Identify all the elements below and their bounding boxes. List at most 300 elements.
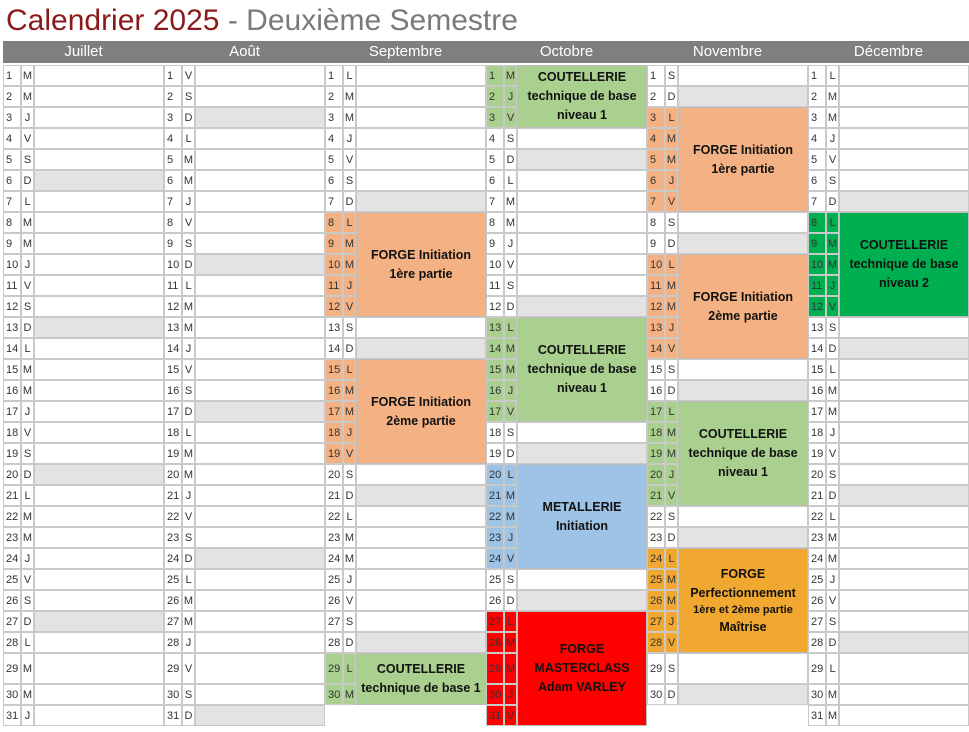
day-number: 13	[486, 317, 504, 338]
day-cell[interactable]	[34, 705, 164, 726]
day-cell[interactable]	[195, 548, 325, 569]
day-number: 14	[164, 338, 182, 359]
month-header-bar	[3, 41, 969, 63]
day-cell[interactable]	[839, 422, 969, 443]
day-letter: L	[182, 422, 195, 443]
day-cell[interactable]	[517, 191, 647, 212]
day-number: 17	[164, 401, 182, 422]
event-block[interactable]	[678, 401, 808, 506]
day-number: 20	[3, 464, 21, 485]
day-number: 4	[325, 128, 343, 149]
day-cell[interactable]	[517, 275, 647, 296]
day-cell[interactable]	[356, 485, 486, 506]
day-cell[interactable]	[839, 401, 969, 422]
day-cell[interactable]	[34, 296, 164, 317]
day-letter: V	[665, 485, 678, 506]
calendar-grid	[3, 65, 969, 728]
day-letter: L	[826, 65, 839, 86]
month-header-novembre: Novembre	[692, 43, 763, 60]
day-letter: V	[343, 590, 356, 611]
day-letter: L	[504, 464, 517, 485]
day-cell[interactable]	[517, 254, 647, 275]
day-cell[interactable]	[839, 338, 969, 359]
day-cell[interactable]	[34, 590, 164, 611]
day-cell[interactable]	[34, 485, 164, 506]
day-number: 21	[647, 485, 665, 506]
event-block[interactable]	[517, 464, 647, 569]
event-block[interactable]	[678, 548, 808, 653]
day-letter: L	[826, 506, 839, 527]
day-cell[interactable]	[356, 464, 486, 485]
day-cell[interactable]	[195, 653, 325, 684]
day-cell[interactable]	[517, 212, 647, 233]
day-letter: J	[182, 485, 195, 506]
day-letter: J	[504, 233, 517, 254]
day-number: 8	[164, 212, 182, 233]
day-cell[interactable]	[839, 170, 969, 191]
day-letter: M	[665, 443, 678, 464]
day-cell[interactable]	[34, 527, 164, 548]
day-cell[interactable]	[195, 527, 325, 548]
day-cell[interactable]	[839, 527, 969, 548]
day-letter: M	[665, 296, 678, 317]
day-number: 27	[647, 611, 665, 632]
day-number: 13	[164, 317, 182, 338]
day-cell[interactable]	[195, 611, 325, 632]
day-number: 16	[486, 380, 504, 401]
day-number: 27	[3, 611, 21, 632]
day-cell[interactable]	[839, 86, 969, 107]
day-cell[interactable]	[678, 65, 808, 86]
day-number: 10	[647, 254, 665, 275]
day-number: 13	[3, 317, 21, 338]
day-letter: J	[343, 422, 356, 443]
day-letter: D	[665, 86, 678, 107]
day-cell[interactable]	[195, 65, 325, 86]
day-number: 7	[164, 191, 182, 212]
day-number: 6	[325, 170, 343, 191]
day-cell[interactable]	[839, 506, 969, 527]
event-block[interactable]	[517, 317, 647, 422]
day-cell[interactable]	[34, 107, 164, 128]
day-number: 11	[164, 275, 182, 296]
day-number: 16	[3, 380, 21, 401]
day-letter: S	[21, 149, 34, 170]
day-cell[interactable]	[195, 275, 325, 296]
day-letter: M	[343, 254, 356, 275]
day-number: 7	[3, 191, 21, 212]
day-cell[interactable]	[517, 422, 647, 443]
day-cell[interactable]	[517, 590, 647, 611]
day-cell[interactable]	[356, 128, 486, 149]
day-letter: D	[826, 191, 839, 212]
day-cell[interactable]	[195, 359, 325, 380]
day-cell[interactable]	[356, 317, 486, 338]
day-number: 21	[486, 485, 504, 506]
day-number: 16	[808, 380, 826, 401]
day-cell[interactable]	[195, 170, 325, 191]
day-cell[interactable]	[839, 317, 969, 338]
day-number: 10	[808, 254, 826, 275]
day-cell[interactable]	[356, 527, 486, 548]
event-block[interactable]	[517, 65, 647, 128]
day-cell[interactable]	[195, 338, 325, 359]
event-label-line: Perfectionnement	[690, 585, 796, 600]
day-letter: M	[826, 548, 839, 569]
day-cell[interactable]	[34, 212, 164, 233]
day-letter: S	[504, 275, 517, 296]
day-cell[interactable]	[839, 653, 969, 684]
day-cell[interactable]	[195, 569, 325, 590]
day-cell[interactable]	[195, 684, 325, 705]
day-cell[interactable]	[195, 401, 325, 422]
day-cell[interactable]	[678, 684, 808, 705]
day-number: 8	[3, 212, 21, 233]
day-cell[interactable]	[839, 128, 969, 149]
day-number: 23	[164, 527, 182, 548]
day-cell[interactable]	[34, 338, 164, 359]
day-number: 5	[486, 149, 504, 170]
day-letter: M	[182, 590, 195, 611]
day-number: 1	[647, 65, 665, 86]
day-letter: D	[182, 548, 195, 569]
day-letter: L	[826, 359, 839, 380]
day-cell[interactable]	[195, 443, 325, 464]
day-number: 9	[486, 233, 504, 254]
day-cell[interactable]	[839, 569, 969, 590]
day-letter: D	[826, 338, 839, 359]
day-cell[interactable]	[34, 401, 164, 422]
day-cell[interactable]	[34, 170, 164, 191]
day-cell[interactable]	[517, 296, 647, 317]
day-number: 14	[3, 338, 21, 359]
day-cell[interactable]	[195, 506, 325, 527]
day-cell[interactable]	[195, 86, 325, 107]
day-letter: D	[665, 527, 678, 548]
day-cell[interactable]	[839, 611, 969, 632]
day-number: 25	[808, 569, 826, 590]
day-cell[interactable]	[839, 191, 969, 212]
day-cell[interactable]	[34, 684, 164, 705]
day-cell[interactable]	[195, 632, 325, 653]
day-cell[interactable]	[195, 485, 325, 506]
day-letter: J	[826, 275, 839, 296]
day-letter: M	[182, 611, 195, 632]
day-cell[interactable]	[356, 506, 486, 527]
day-letter: J	[343, 569, 356, 590]
day-letter: J	[343, 275, 356, 296]
day-letter: M	[826, 705, 839, 726]
day-number: 31	[164, 705, 182, 726]
day-cell[interactable]	[356, 170, 486, 191]
day-cell[interactable]	[517, 128, 647, 149]
day-letter: S	[182, 684, 195, 705]
day-letter: S	[21, 296, 34, 317]
day-cell[interactable]	[195, 233, 325, 254]
day-number: 21	[164, 485, 182, 506]
event-block[interactable]	[839, 212, 969, 317]
day-cell[interactable]	[678, 380, 808, 401]
day-cell[interactable]	[839, 359, 969, 380]
page-title	[6, 3, 518, 39]
day-number: 23	[325, 527, 343, 548]
day-cell[interactable]	[34, 506, 164, 527]
day-cell[interactable]	[356, 107, 486, 128]
day-number: 6	[486, 170, 504, 191]
day-number: 21	[808, 485, 826, 506]
day-number: 12	[164, 296, 182, 317]
day-letter: S	[182, 233, 195, 254]
day-number: 29	[164, 653, 182, 684]
event-label-line: 2ème partie	[708, 308, 778, 323]
day-cell[interactable]	[839, 590, 969, 611]
day-letter: D	[826, 632, 839, 653]
day-number: 2	[486, 86, 504, 107]
day-cell[interactable]	[34, 443, 164, 464]
day-cell[interactable]	[839, 107, 969, 128]
day-cell[interactable]	[356, 86, 486, 107]
event-label-line: 2ème partie	[386, 413, 456, 428]
day-number: 17	[808, 401, 826, 422]
day-cell[interactable]	[34, 65, 164, 86]
day-cell[interactable]	[195, 317, 325, 338]
day-cell[interactable]	[34, 569, 164, 590]
day-number: 14	[486, 338, 504, 359]
day-letter: J	[343, 128, 356, 149]
event-block[interactable]	[678, 107, 808, 212]
day-cell[interactable]	[195, 254, 325, 275]
day-cell[interactable]	[839, 632, 969, 653]
day-letter: M	[665, 422, 678, 443]
day-cell[interactable]	[34, 611, 164, 632]
day-number: 28	[486, 632, 504, 653]
day-letter: M	[21, 65, 34, 86]
day-cell[interactable]	[195, 296, 325, 317]
day-cell[interactable]	[34, 548, 164, 569]
day-cell[interactable]	[517, 149, 647, 170]
day-letter: J	[504, 380, 517, 401]
day-cell[interactable]	[34, 149, 164, 170]
day-letter: J	[21, 107, 34, 128]
day-cell[interactable]	[356, 191, 486, 212]
day-cell[interactable]	[356, 632, 486, 653]
day-cell[interactable]	[356, 338, 486, 359]
day-letter: M	[182, 296, 195, 317]
day-cell[interactable]	[195, 422, 325, 443]
day-cell[interactable]	[195, 212, 325, 233]
day-number: 23	[647, 527, 665, 548]
day-cell[interactable]	[678, 527, 808, 548]
day-letter: S	[826, 170, 839, 191]
day-letter: M	[665, 590, 678, 611]
day-number: 2	[3, 86, 21, 107]
event-label-line: Initiation	[555, 518, 609, 533]
day-letter: D	[182, 107, 195, 128]
day-letter: D	[343, 191, 356, 212]
day-cell[interactable]	[839, 149, 969, 170]
day-number: 12	[486, 296, 504, 317]
day-letter: M	[826, 527, 839, 548]
day-cell[interactable]	[34, 632, 164, 653]
day-letter: D	[182, 254, 195, 275]
day-cell[interactable]	[356, 590, 486, 611]
day-letter: V	[665, 191, 678, 212]
day-cell[interactable]	[34, 128, 164, 149]
day-number: 30	[486, 684, 504, 705]
day-cell[interactable]	[356, 569, 486, 590]
day-number: 10	[325, 254, 343, 275]
day-letter: S	[343, 611, 356, 632]
day-letter: M	[826, 107, 839, 128]
day-letter: S	[665, 653, 678, 684]
day-cell[interactable]	[34, 317, 164, 338]
day-cell[interactable]	[34, 380, 164, 401]
day-cell[interactable]	[195, 590, 325, 611]
day-cell[interactable]	[839, 705, 969, 726]
day-letter: M	[343, 86, 356, 107]
day-cell[interactable]	[34, 275, 164, 296]
day-number: 5	[647, 149, 665, 170]
day-letter: J	[665, 170, 678, 191]
day-number: 5	[164, 149, 182, 170]
day-cell[interactable]	[678, 233, 808, 254]
day-number: 17	[647, 401, 665, 422]
day-cell[interactable]	[195, 128, 325, 149]
event-block[interactable]	[356, 359, 486, 464]
day-cell[interactable]	[195, 191, 325, 212]
day-number: 30	[808, 684, 826, 705]
day-cell[interactable]	[34, 422, 164, 443]
day-letter: L	[21, 338, 34, 359]
day-number: 16	[325, 380, 343, 401]
day-cell[interactable]	[34, 653, 164, 684]
day-number: 31	[3, 705, 21, 726]
day-cell[interactable]	[195, 705, 325, 726]
day-cell[interactable]	[839, 443, 969, 464]
day-number: 7	[647, 191, 665, 212]
day-number: 30	[3, 684, 21, 705]
day-letter: S	[504, 422, 517, 443]
day-cell[interactable]	[678, 359, 808, 380]
day-cell[interactable]	[34, 254, 164, 275]
day-cell[interactable]	[195, 464, 325, 485]
day-cell[interactable]	[517, 233, 647, 254]
day-letter: L	[343, 506, 356, 527]
day-cell[interactable]	[678, 653, 808, 684]
day-number: 27	[808, 611, 826, 632]
day-number: 3	[808, 107, 826, 128]
day-cell[interactable]	[356, 149, 486, 170]
day-number: 6	[808, 170, 826, 191]
day-number: 18	[647, 422, 665, 443]
month-header-aout: Août	[229, 43, 260, 60]
day-number: 27	[486, 611, 504, 632]
event-label-line: FORGE	[559, 642, 605, 656]
day-number: 26	[325, 590, 343, 611]
day-number: 4	[3, 128, 21, 149]
day-letter: D	[21, 464, 34, 485]
event-block[interactable]	[356, 653, 486, 705]
day-letter: V	[504, 401, 517, 422]
day-cell[interactable]	[678, 86, 808, 107]
day-cell[interactable]	[839, 65, 969, 86]
day-cell[interactable]	[34, 233, 164, 254]
day-letter: S	[665, 212, 678, 233]
day-number: 22	[164, 506, 182, 527]
day-number: 10	[3, 254, 21, 275]
day-number: 22	[325, 506, 343, 527]
day-cell[interactable]	[34, 191, 164, 212]
day-cell[interactable]	[34, 464, 164, 485]
day-letter: J	[504, 527, 517, 548]
day-cell[interactable]	[839, 464, 969, 485]
day-cell[interactable]	[839, 684, 969, 705]
day-number: 24	[325, 548, 343, 569]
day-letter: M	[21, 212, 34, 233]
day-number: 6	[164, 170, 182, 191]
day-number: 29	[486, 653, 504, 684]
day-number: 9	[164, 233, 182, 254]
day-cell[interactable]	[839, 380, 969, 401]
day-cell[interactable]	[195, 107, 325, 128]
day-number: 15	[325, 359, 343, 380]
day-cell[interactable]	[517, 170, 647, 191]
day-cell[interactable]	[839, 548, 969, 569]
day-letter: M	[665, 275, 678, 296]
day-letter: S	[343, 170, 356, 191]
day-cell[interactable]	[839, 485, 969, 506]
day-number: 22	[647, 506, 665, 527]
day-cell[interactable]	[195, 149, 325, 170]
day-number: 5	[325, 149, 343, 170]
day-letter: J	[665, 464, 678, 485]
day-letter: V	[665, 338, 678, 359]
day-number: 14	[808, 338, 826, 359]
day-letter: J	[21, 401, 34, 422]
day-cell[interactable]	[356, 611, 486, 632]
day-cell[interactable]	[195, 380, 325, 401]
event-block[interactable]	[678, 254, 808, 359]
day-cell[interactable]	[356, 65, 486, 86]
day-letter: V	[182, 212, 195, 233]
day-letter: M	[665, 569, 678, 590]
day-letter: D	[504, 443, 517, 464]
day-number: 28	[325, 632, 343, 653]
event-label-line: technique de base	[527, 362, 637, 376]
month-header-septembre: Septembre	[368, 43, 443, 60]
event-label-line: technique de base	[527, 89, 637, 103]
day-cell[interactable]	[678, 506, 808, 527]
event-label-line: technique de base	[849, 257, 959, 271]
event-block[interactable]	[517, 611, 647, 726]
day-letter: J	[665, 611, 678, 632]
day-cell[interactable]	[34, 359, 164, 380]
day-number: 25	[647, 569, 665, 590]
event-block[interactable]	[356, 212, 486, 317]
day-cell[interactable]	[356, 548, 486, 569]
day-cell[interactable]	[517, 443, 647, 464]
day-number: 8	[325, 212, 343, 233]
day-letter: D	[665, 233, 678, 254]
day-cell[interactable]	[678, 212, 808, 233]
day-number: 14	[647, 338, 665, 359]
event-label-line: niveau 2	[878, 276, 930, 290]
day-cell[interactable]	[517, 569, 647, 590]
day-letter: D	[21, 611, 34, 632]
day-cell[interactable]	[34, 86, 164, 107]
day-letter: M	[21, 86, 34, 107]
day-number: 18	[164, 422, 182, 443]
